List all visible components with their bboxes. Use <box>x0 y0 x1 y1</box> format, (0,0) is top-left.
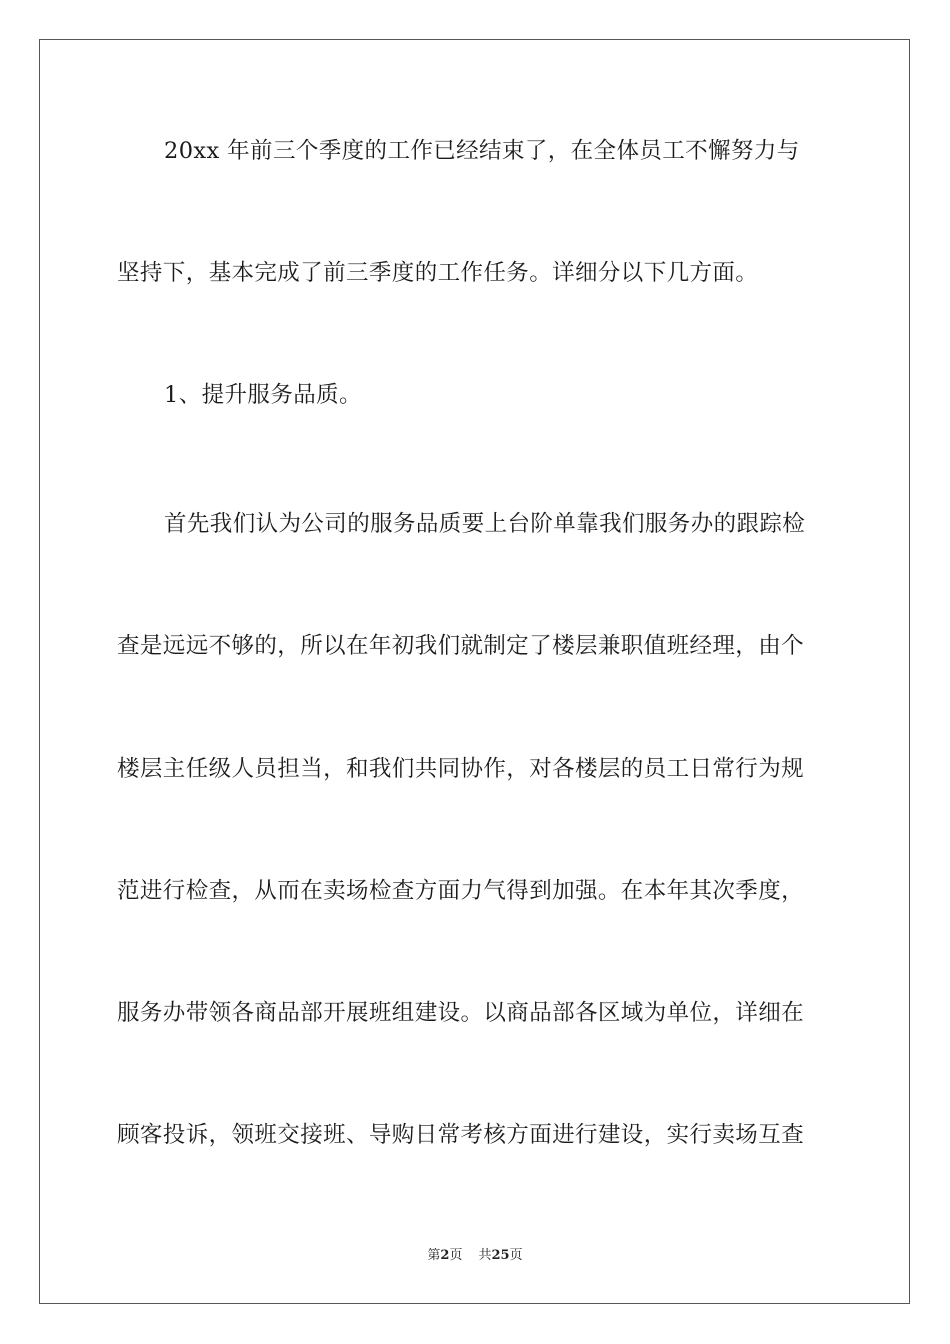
paragraph-3-line-1: 首先我们认为公司的服务品质要上台阶单靠我们服务办的跟踪检 <box>164 511 806 537</box>
page-prefix: 第 <box>427 1248 441 1263</box>
paragraph-3-line-5: 服务办带领各商品部开展班组建设。以商品部各区域为单位，详细在 <box>117 1000 805 1026</box>
total-prefix: 共 <box>478 1248 492 1263</box>
page-footer <box>0 1246 950 1266</box>
paragraph-3-line-3: 楼层主任级人员担当，和我们共同协作，对各楼层的员工日常行为规 <box>117 756 805 782</box>
paragraph-3-line-2: 查是远远不够的，所以在年初我们就制定了楼层兼职值班经理，由个 <box>117 633 805 659</box>
paragraph-1-line-1: 20xx 年前三个季度的工作已经结束了，在全体员工不懈努力与 <box>164 138 800 164</box>
section-heading: 1、提升服务品质。 <box>164 382 362 408</box>
paragraph-1-line-2: 坚持下，基本完成了前三季度的工作任务。详细分以下几方面。 <box>117 260 759 286</box>
paragraph-3-line-6: 顾客投诉，领班交接班、导购日常考核方面进行建设，实行卖场互查 <box>117 1122 805 1148</box>
page-suffix: 页 <box>449 1248 463 1263</box>
total-page-count: 25 <box>491 1248 510 1263</box>
page-border <box>39 39 910 1304</box>
current-page-number: 2 <box>440 1248 450 1263</box>
total-suffix: 页 <box>509 1248 523 1263</box>
paragraph-3-line-4: 范进行检查，从而在卖场检查方面力气得到加强。在本年其次季度， <box>117 878 805 904</box>
